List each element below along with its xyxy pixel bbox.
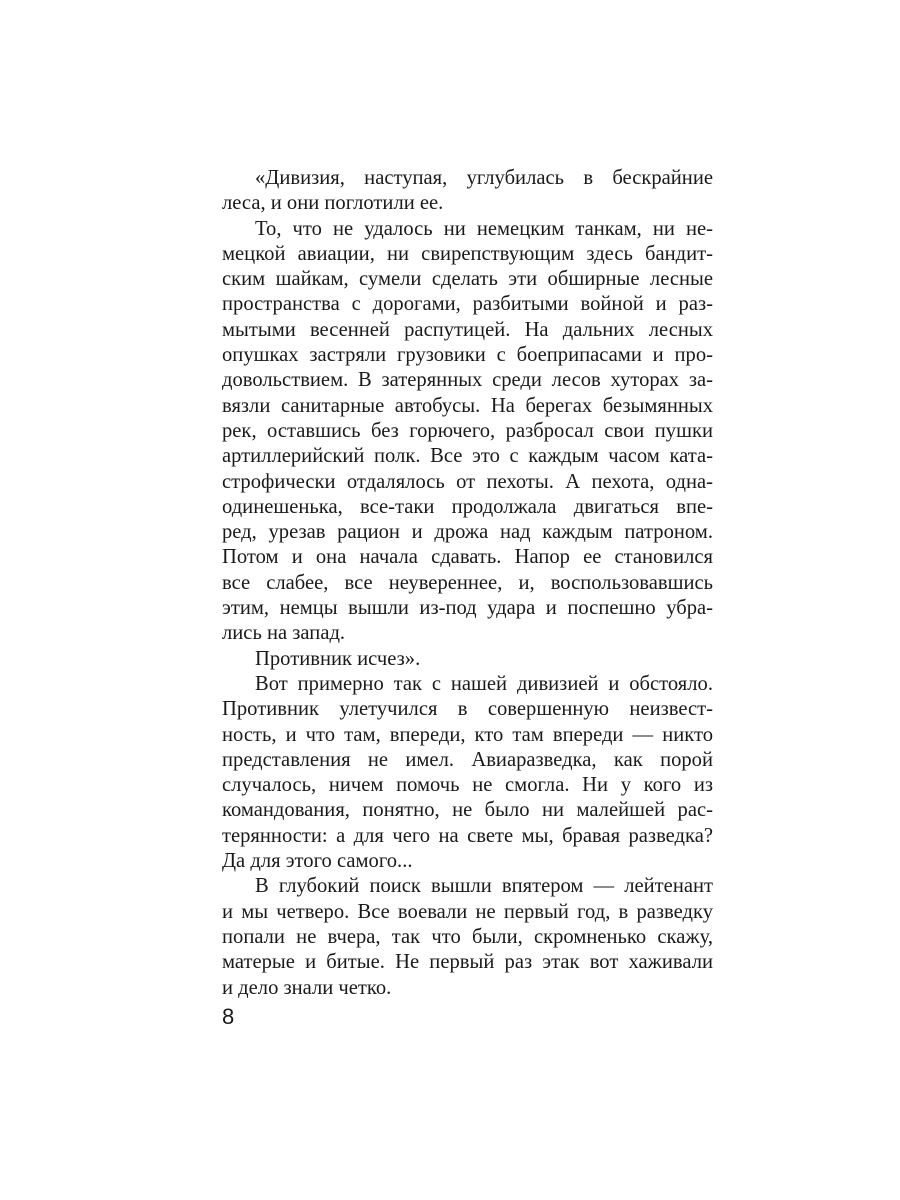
text-line: терянности: а для чего на свете мы, бравая разведка? [222,824,713,847]
text-line: командования, понятно, не было ни малейшей рас- [222,799,713,822]
text-line: Потом и она начала сдавать. Напор ее становился [222,546,713,569]
text-line: одинешенька, все-таки продолжала двигаться впе- [222,495,713,518]
text-line: рек, оставшись без горючего, разбросал свои пушки [222,419,713,442]
text-line: матерые и битые. Не первый раз этак вот хаживали [222,951,713,974]
text-line: опушках застряли грузовики с боеприпасами и про- [222,344,713,367]
text-line: представления не имел. Авиаразведка, как порой [222,748,713,771]
text-line: попали не вчера, так что были, скромненько скажу, [222,925,713,948]
text-line: строфически отдалялось от пехоты. А пехота, одна- [222,470,713,493]
body-text [222,166,713,1001]
text-line: все слабее, все неувереннее, и, воспользовавшись [222,571,713,594]
text-line: леса, и они поглотили ее. [222,192,444,215]
text-line: То, что не удалось ни немецким танкам, ни не- [255,217,713,240]
text-line: ность, и что там, впереди, кто там впереди — никто [222,723,713,746]
text-line: ским шайкам, сумели сделать эти обширные лесные [222,268,713,291]
text-line: мецкой авиации, ни свирепствующим здесь бандит- [222,242,713,265]
text-line: Противник улетучился в совершенную неизвест- [222,698,713,721]
text-line: и мы четверо. Все воевали не первый год, в разведку [222,900,713,923]
text-line: Да для этого самого... [222,850,413,873]
text-line: случалось, ничем помочь не смогла. Ни у кого из [222,774,713,797]
text-line: «Дивизия, наступая, углубилась в бескрайние [255,167,713,189]
text-line: и дело знали четко. [222,976,392,999]
page-number: 8 [222,1004,235,1029]
text-line: артиллерийский полк. Все это с каждым часом ката- [222,445,713,468]
text-line: Противник исчез». [255,647,421,670]
text-line: Вот примерно так с нашей дивизией и обстояло. [255,672,713,695]
text-line: этим, немцы вышли из-под удара и поспешно убра- [222,597,713,620]
text-line: В глубокий поиск вышли впятером — лейтенант [255,875,713,898]
text-line: мытыми весенней распутицей. На дальних лесных [222,318,713,341]
text-line: довольствием. В затерянных среди лесов хуторах за- [222,369,713,392]
text-line: лись на запад. [222,622,346,645]
text-line: пространства с дорогами, разбитыми войной и раз- [222,293,713,316]
text-line: ред, урезав рацион и дрожа над каждым патроном. [222,521,713,544]
text-line: вязли санитарные автобусы. На берегах безымянных [222,394,713,417]
